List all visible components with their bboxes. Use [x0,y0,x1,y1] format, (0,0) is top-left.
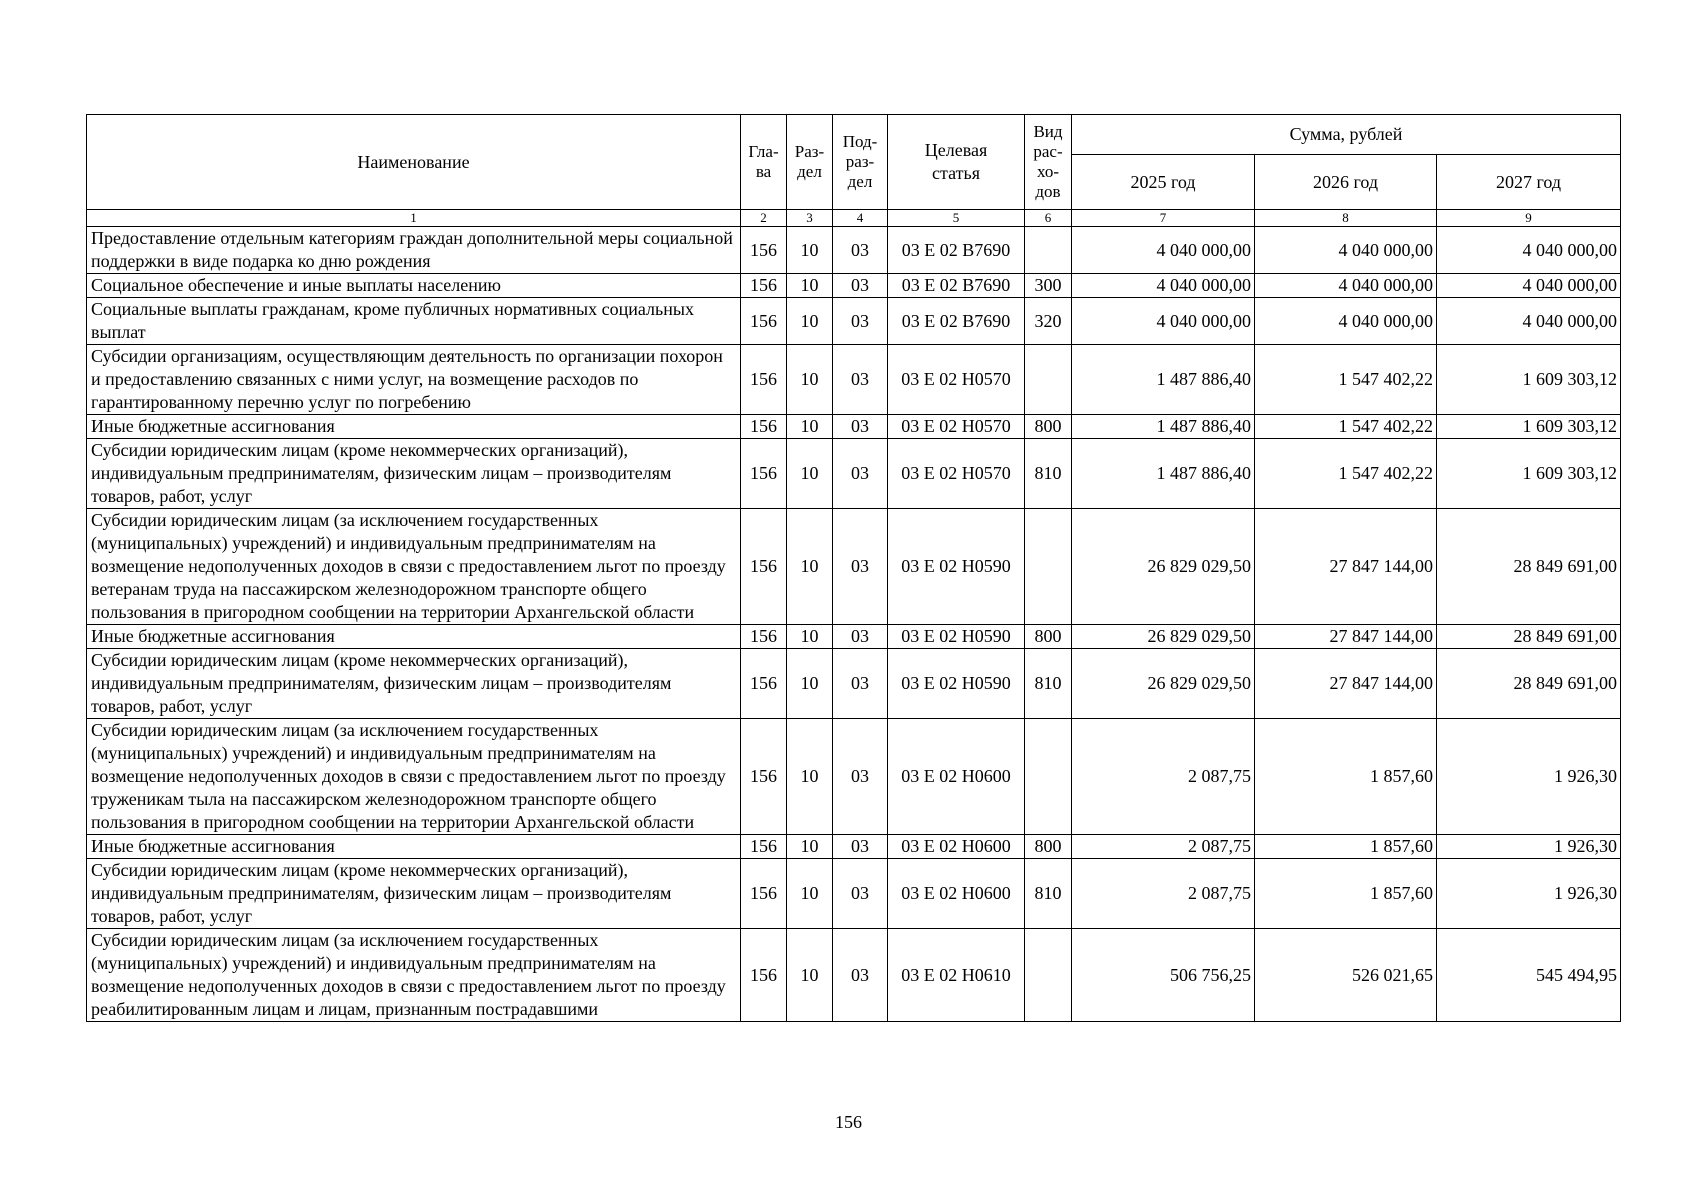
row-sum-2027: 545 494,95 [1437,929,1621,1022]
row-sum-2026: 27 847 144,00 [1255,649,1437,719]
row-vid-rashodov: 320 [1025,298,1072,345]
row-podrazdel: 03 [833,298,888,345]
row-sum-2025: 506 756,25 [1072,929,1255,1022]
row-name: Иные бюджетные ассигнования [87,835,741,859]
row-sum-2026: 1 547 402,22 [1255,415,1437,439]
row-razdel: 10 [787,835,833,859]
row-sum-2026: 4 040 000,00 [1255,298,1437,345]
row-celevaya-statya: 03 Е 02 В7690 [888,227,1025,274]
row-sum-2025: 2 087,75 [1072,859,1255,929]
row-vid-rashodov: 810 [1025,649,1072,719]
row-glava: 156 [741,719,787,835]
header-podrazdel: Под- раз- дел [833,115,888,210]
table-row [87,415,1621,439]
row-razdel: 10 [787,227,833,274]
row-celevaya-statya: 03 Е 02 Н0610 [888,929,1025,1022]
row-sum-2027: 1 926,30 [1437,719,1621,835]
header-year-2026: 2026 год [1255,155,1437,210]
row-podrazdel: 03 [833,274,888,298]
column-number: 6 [1025,210,1072,227]
row-podrazdel: 03 [833,929,888,1022]
row-sum-2025: 1 487 886,40 [1072,345,1255,415]
row-razdel: 10 [787,298,833,345]
row-name: Субсидии юридическим лицам (кроме некоммерческих организаций), индивидуальным предпринимателям, физическим лицам – производителям товаров, работ, услуг [87,439,741,509]
row-celevaya-statya: 03 Е 02 Н0590 [888,625,1025,649]
row-razdel: 10 [787,649,833,719]
row-name: Субсидии юридическим лицам (за исключением государственных (муниципальных) учреждений) и индивидуальным предпринимателям на возмещение недополученных доходов в связи с предоставлением льгот по проезду ветеранам труда на пассажирском железнодорожном транспорте общего пользования в пригородном сообщении на территории Архангельской области [87,509,741,625]
row-sum-2025: 1 487 886,40 [1072,439,1255,509]
row-sum-2025: 26 829 029,50 [1072,509,1255,625]
row-glava: 156 [741,859,787,929]
row-sum-2026: 27 847 144,00 [1255,625,1437,649]
header-name: Наименование [87,115,741,210]
row-sum-2027: 4 040 000,00 [1437,274,1621,298]
row-podrazdel: 03 [833,509,888,625]
row-sum-2026: 4 040 000,00 [1255,274,1437,298]
row-name: Социальные выплаты гражданам, кроме публичных нормативных социальных выплат [87,298,741,345]
row-celevaya-statya: 03 Е 02 Н0590 [888,649,1025,719]
budget-table [86,114,1621,1022]
row-celevaya-statya: 03 Е 02 Н0600 [888,719,1025,835]
row-razdel: 10 [787,274,833,298]
header-year-2027: 2027 год [1437,155,1621,210]
row-podrazdel: 03 [833,227,888,274]
row-glava: 156 [741,345,787,415]
row-podrazdel: 03 [833,859,888,929]
column-number: 2 [741,210,787,227]
row-podrazdel: 03 [833,835,888,859]
table-row [87,859,1621,929]
table-row [87,649,1621,719]
row-sum-2025: 4 040 000,00 [1072,227,1255,274]
row-sum-2026: 27 847 144,00 [1255,509,1437,625]
row-sum-2025: 2 087,75 [1072,719,1255,835]
row-name: Субсидии юридическим лицам (кроме некоммерческих организаций), индивидуальным предпринимателям, физическим лицам – производителям товаров, работ, услуг [87,649,741,719]
row-sum-2027: 1 609 303,12 [1437,415,1621,439]
row-sum-2027: 28 849 691,00 [1437,649,1621,719]
row-celevaya-statya: 03 Е 02 Н0590 [888,509,1025,625]
row-podrazdel: 03 [833,649,888,719]
row-sum-2026: 1 857,60 [1255,835,1437,859]
table-row [87,719,1621,835]
row-name: Субсидии юридическим лицам (за исключением государственных (муниципальных) учреждений) и индивидуальным предпринимателям на возмещение недополученных доходов в связи с предоставлением льгот по проезду реабилитированным лицам и лицам, признанным пострадавшими [87,929,741,1022]
row-name: Субсидии юридическим лицам (кроме некоммерческих организаций), индивидуальным предпринимателям, физическим лицам – производителям товаров, работ, услуг [87,859,741,929]
row-sum-2027: 28 849 691,00 [1437,625,1621,649]
row-name: Предоставление отдельным категориям граждан дополнительной меры социальной поддержки в виде подарка ко дню рождения [87,227,741,274]
row-glava: 156 [741,439,787,509]
row-vid-rashodov: 810 [1025,439,1072,509]
table-row [87,227,1621,274]
row-razdel: 10 [787,625,833,649]
row-razdel: 10 [787,439,833,509]
row-podrazdel: 03 [833,625,888,649]
row-celevaya-statya: 03 Е 02 В7690 [888,274,1025,298]
row-sum-2025: 2 087,75 [1072,835,1255,859]
row-name: Субсидии юридическим лицам (за исключением государственных (муниципальных) учреждений) и индивидуальным предпринимателям на возмещение недополученных доходов в связи с предоставлением льгот по проезду труженикам тыла на пассажирском железнодорожном транспорте общего пользования в пригородном сообщении на территории Архангельской области [87,719,741,835]
row-vid-rashodov [1025,227,1072,274]
column-number: 1 [87,210,741,227]
header-year-2025: 2025 год [1072,155,1255,210]
column-number: 4 [833,210,888,227]
header-summa: Сумма, рублей [1072,115,1621,155]
row-razdel: 10 [787,929,833,1022]
row-razdel: 10 [787,859,833,929]
row-sum-2027: 1 926,30 [1437,835,1621,859]
row-name: Иные бюджетные ассигнования [87,415,741,439]
column-number: 7 [1072,210,1255,227]
row-glava: 156 [741,227,787,274]
row-sum-2027: 4 040 000,00 [1437,227,1621,274]
row-sum-2025: 4 040 000,00 [1072,274,1255,298]
row-vid-rashodov: 300 [1025,274,1072,298]
row-sum-2026: 1 547 402,22 [1255,439,1437,509]
row-celevaya-statya: 03 Е 02 Н0600 [888,859,1025,929]
row-sum-2026: 4 040 000,00 [1255,227,1437,274]
row-razdel: 10 [787,719,833,835]
table-row [87,274,1621,298]
row-vid-rashodov: 810 [1025,859,1072,929]
row-sum-2025: 1 487 886,40 [1072,415,1255,439]
header-glava: Гла- ва [741,115,787,210]
row-razdel: 10 [787,509,833,625]
row-sum-2027: 1 926,30 [1437,859,1621,929]
row-vid-rashodov: 800 [1025,415,1072,439]
row-podrazdel: 03 [833,719,888,835]
row-vid-rashodov: 800 [1025,835,1072,859]
row-glava: 156 [741,274,787,298]
row-vid-rashodov [1025,719,1072,835]
table-row [87,835,1621,859]
row-vid-rashodov [1025,929,1072,1022]
table-body [87,227,1621,1022]
row-glava: 156 [741,625,787,649]
row-celevaya-statya: 03 Е 02 Н0570 [888,345,1025,415]
row-sum-2026: 1 857,60 [1255,859,1437,929]
row-celevaya-statya: 03 Е 02 Н0600 [888,835,1025,859]
row-vid-rashodov [1025,345,1072,415]
table-row [87,439,1621,509]
row-name: Субсидии организациям, осуществляющим деятельность по организации похорон и предоставлению связанных с ними услуг, на возмещение расходов по гарантированному перечню услуг по погребению [87,345,741,415]
row-celevaya-statya: 03 Е 02 В7690 [888,298,1025,345]
header-razdel: Раз- дел [787,115,833,210]
row-razdel: 10 [787,345,833,415]
row-glava: 156 [741,835,787,859]
row-glava: 156 [741,929,787,1022]
row-sum-2026: 526 021,65 [1255,929,1437,1022]
row-glava: 156 [741,415,787,439]
table-row [87,509,1621,625]
row-vid-rashodov: 800 [1025,625,1072,649]
row-sum-2026: 1 857,60 [1255,719,1437,835]
column-number: 5 [888,210,1025,227]
row-sum-2025: 4 040 000,00 [1072,298,1255,345]
column-number: 9 [1437,210,1621,227]
table-row [87,625,1621,649]
row-sum-2027: 1 609 303,12 [1437,439,1621,509]
row-name: Социальное обеспечение и иные выплаты населению [87,274,741,298]
table-row [87,929,1621,1022]
row-podrazdel: 03 [833,345,888,415]
table-row [87,345,1621,415]
row-glava: 156 [741,509,787,625]
row-glava: 156 [741,298,787,345]
row-sum-2025: 26 829 029,50 [1072,649,1255,719]
row-vid-rashodov [1025,509,1072,625]
column-number: 3 [787,210,833,227]
row-sum-2025: 26 829 029,50 [1072,625,1255,649]
row-podrazdel: 03 [833,439,888,509]
row-glava: 156 [741,649,787,719]
row-podrazdel: 03 [833,415,888,439]
row-sum-2027: 1 609 303,12 [1437,345,1621,415]
row-name: Иные бюджетные ассигнования [87,625,741,649]
page-number: 156 [835,1112,862,1132]
row-celevaya-statya: 03 Е 02 Н0570 [888,415,1025,439]
row-sum-2027: 4 040 000,00 [1437,298,1621,345]
header-celevaya-statya: Целевая статья [888,115,1025,210]
table-row [87,298,1621,345]
row-razdel: 10 [787,415,833,439]
column-number: 8 [1255,210,1437,227]
row-celevaya-statya: 03 Е 02 Н0570 [888,439,1025,509]
row-sum-2027: 28 849 691,00 [1437,509,1621,625]
header-vid-rashodov: Вид рас- хо- дов [1025,115,1072,210]
row-sum-2026: 1 547 402,22 [1255,345,1437,415]
